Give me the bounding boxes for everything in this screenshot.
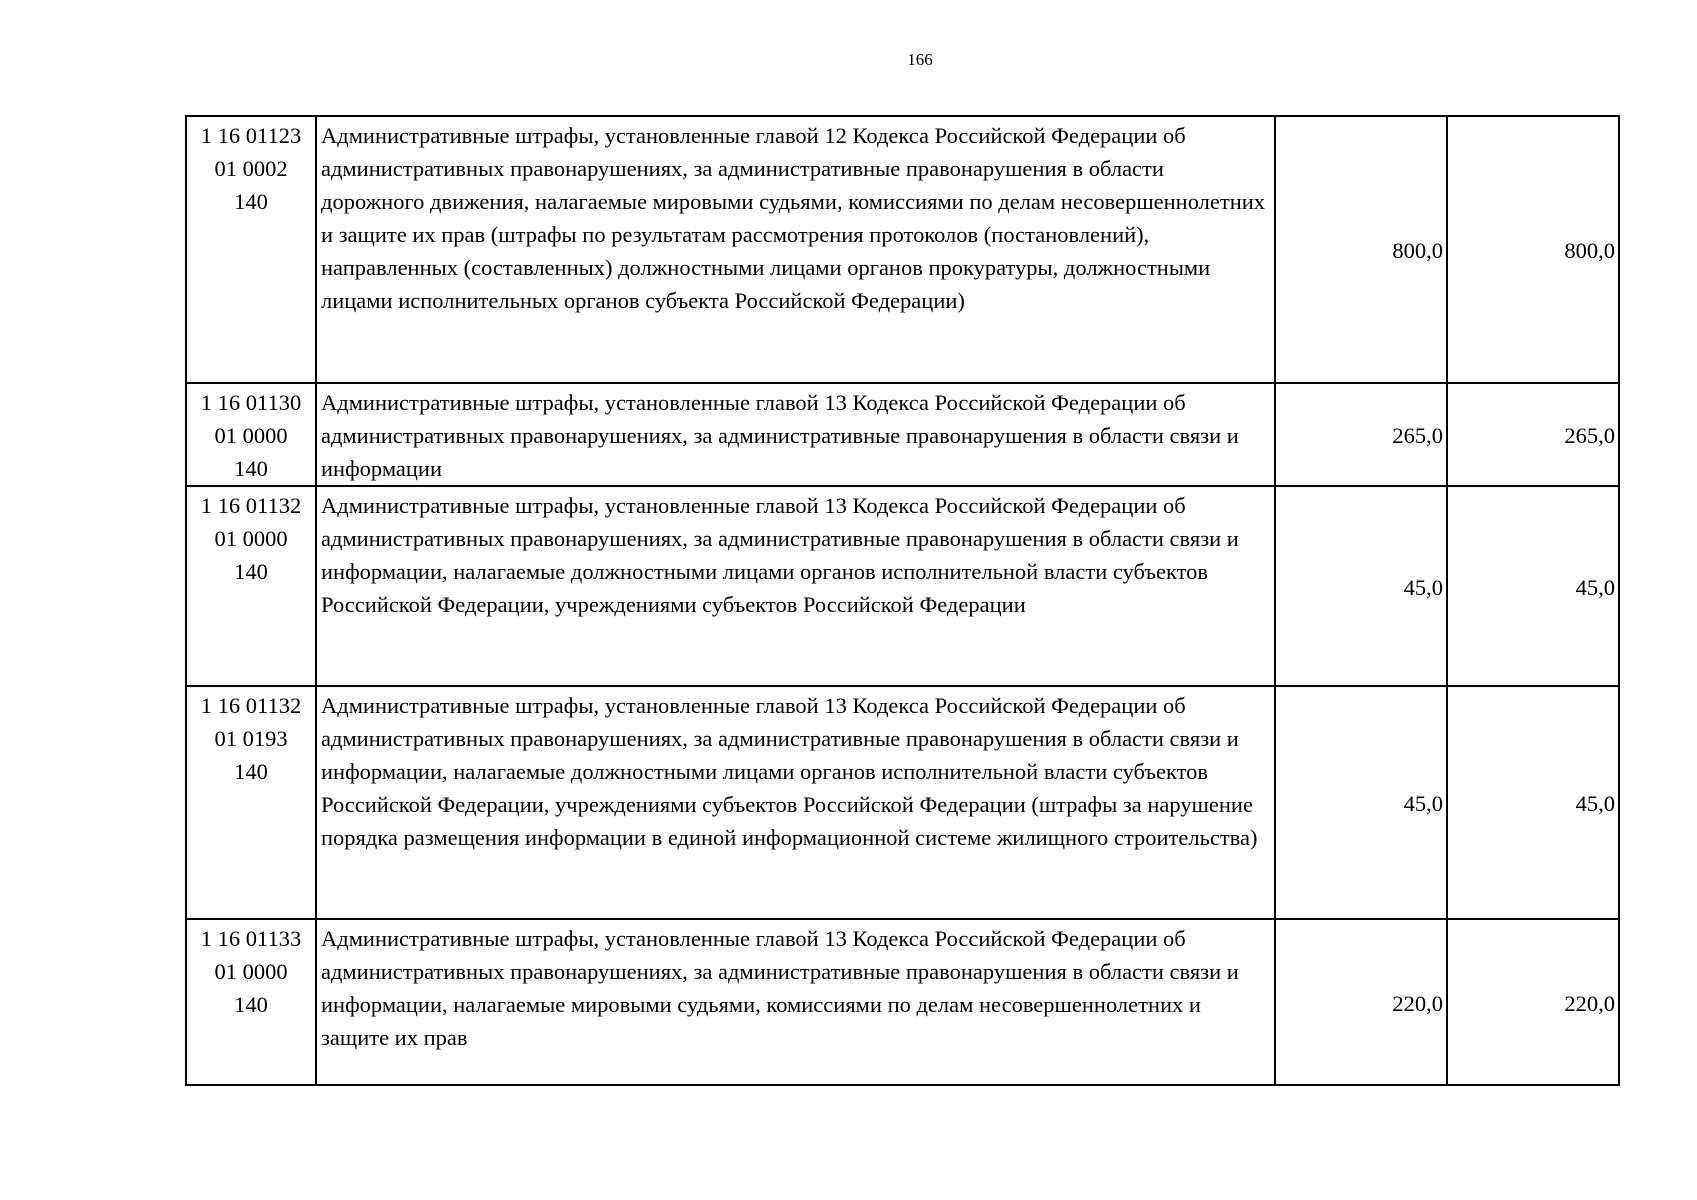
budget-code: 1 16 01133 01 0000 140	[186, 919, 316, 1085]
amount-value-1: 45,0	[1275, 486, 1447, 686]
amount-value-2: 220,0	[1447, 919, 1619, 1085]
row-description: Административные штрафы, установленные главой 13 Кодекса Российской Федерации об административных правонарушениях, за административные правонарушения в области связи и информации, налагаемые должностными лицами органов исполнительной власти субъектов Российской Федерации, учреждениями субъектов Российской Федерации	[316, 486, 1275, 686]
table-row	[186, 486, 1619, 686]
amount-value-2: 265,0	[1447, 383, 1619, 486]
amount-value-1: 265,0	[1275, 383, 1447, 486]
row-description: Административные штрафы, установленные главой 13 Кодекса Российской Федерации об административных правонарушениях, за административные правонарушения в области связи и информации, налагаемые мировыми судьями, комиссиями по делам несовершеннолетних и защите их прав	[316, 919, 1275, 1085]
amount-value-2: 800,0	[1447, 116, 1619, 383]
budget-code: 1 16 01123 01 0002 140	[186, 116, 316, 383]
table-row	[186, 116, 1619, 383]
budget-code: 1 16 01132 01 0193 140	[186, 686, 316, 919]
amount-value-1: 45,0	[1275, 686, 1447, 919]
amount-value-1: 220,0	[1275, 919, 1447, 1085]
revenue-table	[185, 115, 1620, 1086]
amount-value-2: 45,0	[1447, 486, 1619, 686]
page-number: 166	[907, 50, 933, 69]
table-row	[186, 686, 1619, 919]
row-description: Административные штрафы, установленные главой 12 Кодекса Российской Федерации об административных правонарушениях, за административные правонарушения в области дорожного движения, налагаемые мировыми судьями, комиссиями по делам несовершеннолетних и защите их прав (штрафы по результатам рассмотрения протоколов (постановлений), направленных (составленных) должностными лицами органов прокуратуры, должностными лицами исполнительных органов субъекта Российской Федерации)	[316, 116, 1275, 383]
row-description: Административные штрафы, установленные главой 13 Кодекса Российской Федерации об административных правонарушениях, за административные правонарушения в области связи и информации, налагаемые должностными лицами органов исполнительной власти субъектов Российской Федерации, учреждениями субъектов Российской Федерации (штрафы за нарушение порядка размещения информации в единой информационной системе жилищного строительства)	[316, 686, 1275, 919]
amount-value-2: 45,0	[1447, 686, 1619, 919]
table-row	[186, 383, 1619, 486]
amount-value-1: 800,0	[1275, 116, 1447, 383]
row-description: Административные штрафы, установленные главой 13 Кодекса Российской Федерации об административных правонарушениях, за административные правонарушения в области связи и информации	[316, 383, 1275, 486]
table-row	[186, 919, 1619, 1085]
budget-code: 1 16 01130 01 0000 140	[186, 383, 316, 486]
budget-code: 1 16 01132 01 0000 140	[186, 486, 316, 686]
